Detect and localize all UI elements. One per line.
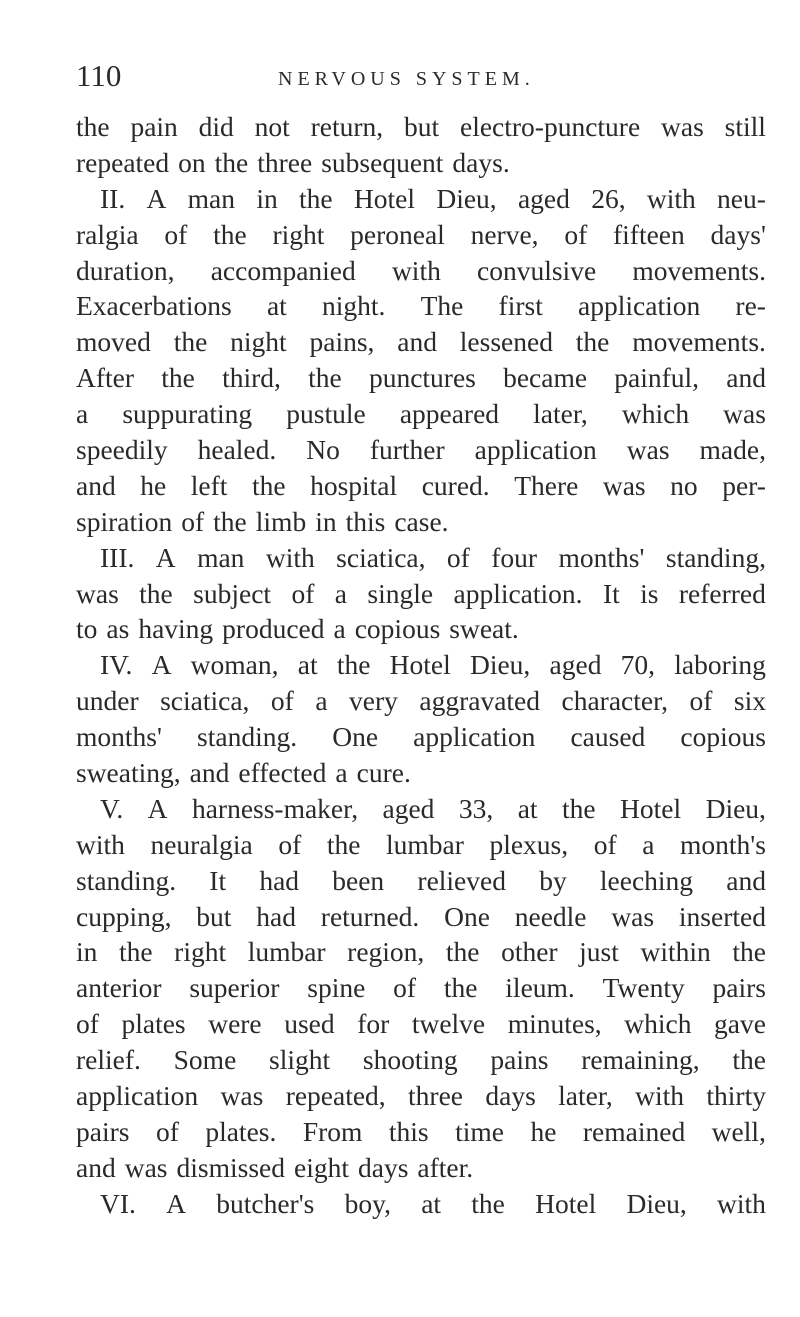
word: after. <box>417 1151 474 1183</box>
word: case. <box>394 505 449 537</box>
text-line <box>76 432 766 468</box>
word: fifteen <box>613 218 685 250</box>
word: application <box>76 1080 199 1112</box>
word: as <box>106 613 130 645</box>
word: lumbar <box>385 828 464 860</box>
word: of <box>689 685 713 717</box>
word: which <box>624 1008 692 1040</box>
word: with <box>265 541 315 573</box>
word: standing, <box>665 541 766 573</box>
word: of <box>155 1115 179 1147</box>
word: three <box>257 146 313 178</box>
word: re- <box>735 290 766 322</box>
word: subsequent <box>321 146 444 178</box>
word: and <box>189 757 230 789</box>
word: The <box>420 290 464 322</box>
word: the <box>308 362 342 394</box>
word: right <box>174 936 227 968</box>
word: movements. <box>632 326 766 358</box>
word: Dieu, <box>705 792 766 824</box>
word: healed. <box>197 434 277 466</box>
word: superior <box>189 972 280 1004</box>
word: pain <box>130 111 178 142</box>
word: the <box>251 469 286 501</box>
word: cupping, <box>76 900 172 932</box>
word: 33, <box>458 792 494 824</box>
word: neu- <box>717 182 766 214</box>
word: the <box>76 111 110 142</box>
word: pustule <box>286 398 366 430</box>
text-line <box>76 1186 766 1222</box>
word: at <box>517 792 538 824</box>
word: were <box>208 1008 262 1040</box>
word: he <box>530 1115 557 1147</box>
word: lessened <box>459 326 553 358</box>
word: referred <box>678 577 766 609</box>
word: A <box>147 792 168 824</box>
word: not <box>254 111 290 142</box>
word: remaining, <box>581 1044 700 1076</box>
word: eight <box>293 1151 349 1183</box>
word: slight <box>269 1044 331 1076</box>
word: Hotel <box>353 182 416 214</box>
word: this <box>345 505 386 537</box>
word: at <box>266 290 287 322</box>
word: appeared <box>399 398 500 430</box>
text-line <box>76 934 766 970</box>
word: plates. <box>205 1115 277 1147</box>
word: days <box>485 1080 536 1112</box>
word: II. <box>100 182 126 214</box>
word: laboring <box>674 649 766 681</box>
word: standing. <box>197 721 298 753</box>
word: repeated, <box>285 1080 386 1112</box>
word: Exacerbations <box>76 290 232 322</box>
word: application. <box>453 577 583 609</box>
word: copious <box>680 721 766 753</box>
word: months' <box>76 721 162 753</box>
word: Dieu, <box>626 1187 687 1219</box>
word: used <box>284 1008 335 1040</box>
word: in <box>315 505 337 537</box>
word: relief. <box>76 1044 141 1076</box>
word: sweating, <box>76 757 181 789</box>
word: repeated <box>76 146 170 178</box>
word: punctures <box>368 362 476 394</box>
word: was <box>661 111 704 142</box>
word: thirty <box>706 1080 766 1112</box>
word: four <box>491 541 538 573</box>
word: three <box>408 1080 464 1112</box>
word: of <box>181 505 205 537</box>
word: subject <box>193 577 272 609</box>
word: for <box>357 1008 390 1040</box>
text-line <box>76 217 766 253</box>
page-header <box>76 56 776 106</box>
word: caused <box>570 721 646 753</box>
word: of <box>76 1008 99 1040</box>
text-line <box>76 863 766 899</box>
word: days <box>357 1151 409 1183</box>
word: shooting <box>362 1044 458 1076</box>
word: at <box>297 649 318 681</box>
word: single <box>367 577 434 609</box>
word: well, <box>711 1115 766 1147</box>
word: ileum. <box>505 972 575 1004</box>
word: No <box>306 434 340 466</box>
word: was <box>723 398 766 430</box>
word: plexus, <box>489 828 569 860</box>
word: Dieu, <box>469 649 531 681</box>
word: with <box>717 1187 766 1219</box>
word: pairs <box>76 1115 130 1147</box>
text-line <box>76 1114 766 1150</box>
word: was <box>602 469 646 501</box>
word: and <box>397 326 437 358</box>
word: the <box>471 1187 505 1219</box>
word: time <box>455 1115 504 1147</box>
word: within <box>640 936 711 968</box>
word: A <box>146 182 167 214</box>
word: It <box>209 864 227 896</box>
word: per- <box>722 469 766 501</box>
word: in <box>76 936 98 968</box>
word: the <box>161 362 195 394</box>
word: the <box>336 649 371 681</box>
text-line <box>76 970 766 1006</box>
text-line <box>76 288 766 324</box>
word: suppurating <box>122 398 253 430</box>
word: painful, <box>614 362 700 394</box>
text-line <box>76 827 766 863</box>
word: he <box>140 469 167 501</box>
word: with <box>391 254 441 286</box>
text-line <box>76 683 766 719</box>
word: harness-maker, <box>191 792 359 824</box>
word: A <box>151 649 172 681</box>
word: in <box>256 182 278 214</box>
text-line <box>76 145 766 181</box>
word: the <box>139 577 173 609</box>
text-line <box>76 468 766 504</box>
text-line <box>76 540 766 576</box>
word: boy, <box>344 1187 391 1219</box>
word: other <box>501 936 558 968</box>
word: and <box>726 864 766 896</box>
word: application <box>474 434 597 466</box>
text-line <box>76 719 766 755</box>
word: the <box>445 936 480 968</box>
text-line <box>76 1006 766 1042</box>
word: just <box>579 936 619 968</box>
word: on <box>178 146 206 178</box>
text-line <box>76 109 766 145</box>
word: six <box>733 685 766 717</box>
word: limb <box>255 505 307 537</box>
word: later, <box>558 1080 613 1112</box>
word: pains <box>490 1044 549 1076</box>
word: left <box>190 469 228 501</box>
word: plates <box>121 1008 186 1040</box>
word: further <box>369 434 445 466</box>
word: needle <box>514 900 587 932</box>
word: a <box>642 828 655 860</box>
word: region, <box>347 936 425 968</box>
word: VI. <box>100 1187 136 1219</box>
word: relieved <box>417 864 506 896</box>
word: man <box>197 541 245 573</box>
word: A <box>166 1187 187 1219</box>
word: leeching <box>599 864 694 896</box>
word: sciatica, <box>336 541 426 573</box>
word: with <box>76 828 125 860</box>
word: effected <box>238 757 327 789</box>
word: but <box>196 900 232 932</box>
word: of <box>164 218 188 250</box>
word: a <box>334 577 347 609</box>
word: the <box>213 505 247 537</box>
text-line <box>76 647 766 683</box>
word: speedily <box>76 434 168 466</box>
word: by <box>539 864 567 896</box>
word: It <box>602 577 620 609</box>
word: application <box>578 290 701 322</box>
word: of <box>446 541 470 573</box>
word: was <box>611 900 655 932</box>
word: is <box>640 577 659 609</box>
word: a <box>335 757 348 789</box>
text-line <box>76 181 766 217</box>
word: night <box>230 326 287 358</box>
word: pains, <box>309 326 375 358</box>
word: and <box>76 469 116 501</box>
word: A <box>155 541 176 573</box>
word: had <box>259 864 300 896</box>
word: a <box>315 685 328 717</box>
word: the <box>118 936 153 968</box>
word: did <box>198 111 234 142</box>
word: days' <box>710 218 766 250</box>
word: third, <box>222 362 281 394</box>
word: ralgia <box>76 218 139 250</box>
word: the <box>214 146 249 178</box>
word: Twenty <box>602 972 685 1004</box>
text-line <box>76 360 766 396</box>
word: the <box>732 936 766 968</box>
word: had <box>256 900 296 932</box>
word: was <box>76 577 119 609</box>
word: electro-puncture <box>460 111 641 142</box>
word: at <box>421 1187 442 1219</box>
text-line <box>76 611 766 647</box>
word: of <box>593 828 617 860</box>
running-head: NERVOUS SYSTEM. <box>278 68 535 90</box>
word: the <box>443 972 478 1004</box>
word: Hotel <box>389 649 451 681</box>
word: One <box>444 900 490 932</box>
word: IV. <box>100 649 133 681</box>
word: III. <box>100 541 135 573</box>
word: man <box>187 182 236 214</box>
word: aged <box>517 182 570 214</box>
word: One <box>332 721 379 753</box>
word: dismissed <box>176 1151 285 1183</box>
word: the <box>326 828 361 860</box>
word: Hotel <box>620 792 682 824</box>
word: application <box>413 721 536 753</box>
word: returned. <box>320 900 420 932</box>
text-line <box>76 576 766 612</box>
word: lumbar <box>247 936 326 968</box>
word: copious <box>354 613 441 645</box>
word: of <box>564 218 588 250</box>
word: spine <box>307 972 366 1004</box>
word: months' <box>558 541 645 573</box>
word: anterior <box>76 972 162 1004</box>
word: the <box>561 792 596 824</box>
word: remained <box>582 1115 686 1147</box>
text-line <box>76 1078 766 1114</box>
word: a <box>76 398 89 430</box>
word: the <box>299 182 333 214</box>
word: produced <box>222 613 325 645</box>
word: no <box>670 469 698 501</box>
word: After <box>76 362 135 394</box>
word: the <box>213 218 247 250</box>
word: aged <box>549 649 602 681</box>
word: having <box>138 613 214 645</box>
word: later, <box>533 398 588 430</box>
body-text <box>76 109 766 1222</box>
word: woman, <box>190 649 279 681</box>
word: which <box>621 398 690 430</box>
word: Hotel <box>535 1187 597 1219</box>
word: moved <box>76 326 151 358</box>
word: sweat. <box>449 613 519 645</box>
word: the <box>173 326 208 358</box>
word: of <box>393 972 417 1004</box>
text-line <box>76 1042 766 1078</box>
word: very <box>349 685 398 717</box>
word: nerve, <box>470 218 539 250</box>
text-line <box>76 899 766 935</box>
word: cure. <box>356 757 411 789</box>
word: sciatica, <box>160 685 250 717</box>
text-line <box>76 253 766 289</box>
word: days. <box>452 146 510 178</box>
text-line <box>76 755 766 791</box>
word: return, <box>310 111 384 142</box>
word: hospital <box>310 469 398 501</box>
text-line <box>76 1150 766 1186</box>
word: peroneal <box>350 218 445 250</box>
word: made, <box>699 434 766 466</box>
text-line <box>76 324 766 360</box>
word: From <box>302 1115 363 1147</box>
word: Dieu, <box>436 182 497 214</box>
word: aged <box>382 792 435 824</box>
word: of <box>291 577 315 609</box>
word: cured. <box>421 469 490 501</box>
text-line <box>76 791 766 827</box>
word: butcher's <box>216 1187 315 1219</box>
word: pairs <box>712 972 766 1004</box>
word: minutes, <box>507 1008 602 1040</box>
word: month's <box>679 828 766 860</box>
text-line <box>76 504 766 540</box>
word: duration, <box>76 254 175 286</box>
word: was <box>626 434 670 466</box>
word: There <box>514 469 579 501</box>
word: the <box>575 326 610 358</box>
word: twelve <box>411 1008 486 1040</box>
text-line <box>76 396 766 432</box>
word: was <box>124 1151 168 1183</box>
word: a <box>333 613 346 645</box>
word: and <box>76 1151 116 1183</box>
word: neuralgia <box>150 828 253 860</box>
page-number: 110 <box>76 58 122 93</box>
word: standing. <box>76 864 177 896</box>
word: still <box>724 111 766 142</box>
word: 70, <box>620 649 656 681</box>
word: and <box>726 362 766 394</box>
word: of <box>270 685 294 717</box>
word: to <box>76 613 98 645</box>
word: convulsive <box>477 254 597 286</box>
word: right <box>272 218 325 250</box>
word: been <box>332 864 385 896</box>
word: was <box>220 1080 264 1112</box>
word: gave <box>714 1008 766 1040</box>
word: but <box>404 111 440 142</box>
word: 26, <box>591 182 626 214</box>
word: night. <box>322 290 386 322</box>
word: accompanied <box>210 254 356 286</box>
word: under <box>76 685 139 717</box>
word: this <box>388 1115 429 1147</box>
word: became <box>503 362 588 394</box>
word: the <box>732 1044 766 1076</box>
word: of <box>278 828 302 860</box>
word: Some <box>173 1044 237 1076</box>
word: spiration <box>76 505 173 537</box>
word: inserted <box>678 900 766 932</box>
word: aggravated <box>419 685 541 717</box>
word: V. <box>100 792 124 824</box>
word: first <box>498 290 543 322</box>
word: with <box>646 182 696 214</box>
word: with <box>635 1080 685 1112</box>
word: movements. <box>632 254 766 286</box>
word: character, <box>561 685 669 717</box>
